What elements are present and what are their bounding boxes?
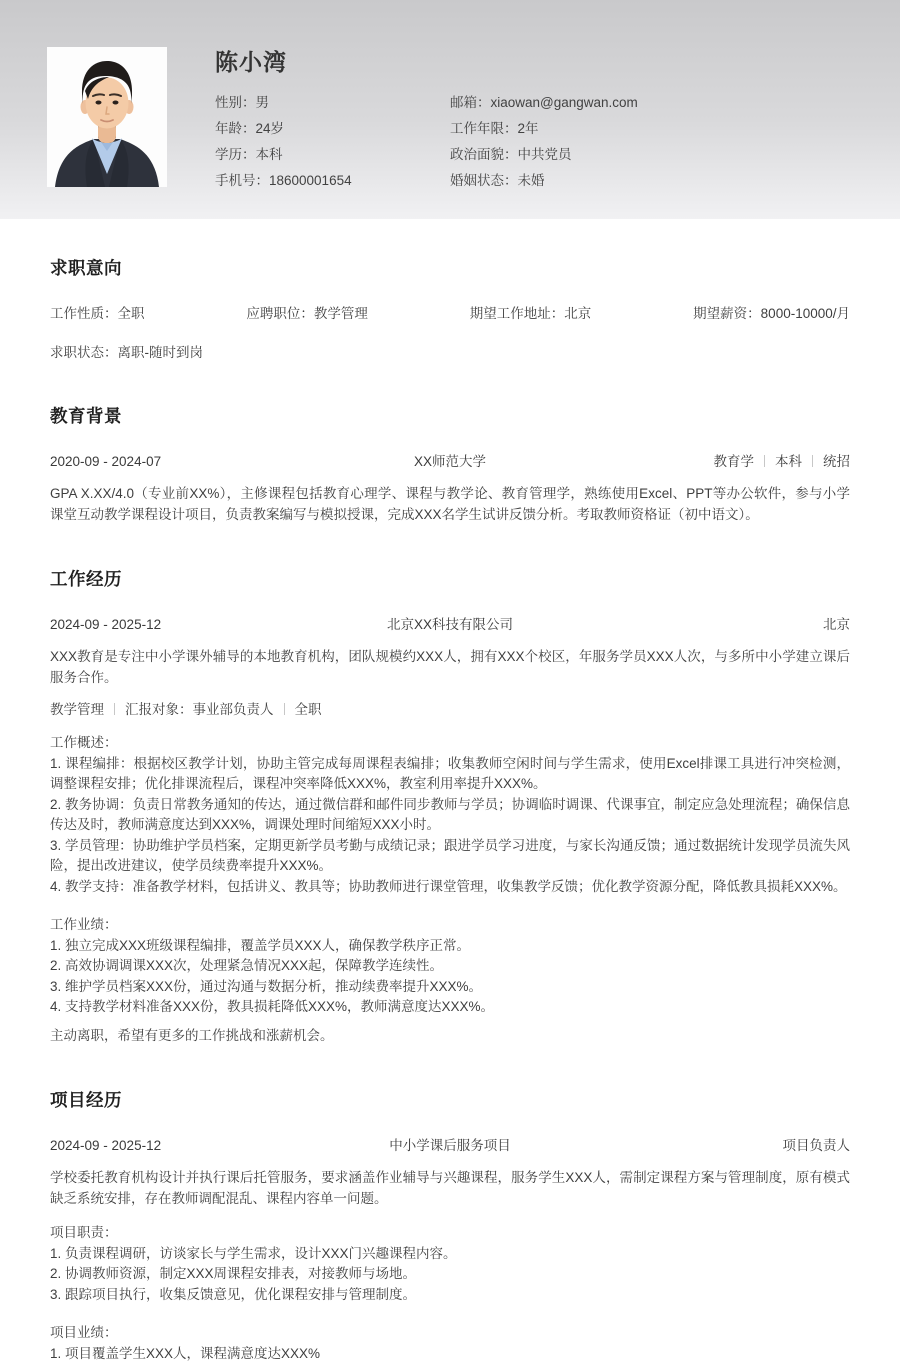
work-meta-row <box>50 616 850 634</box>
field-phone: 手机号：18600001654 <box>215 168 450 194</box>
work-leave-reason: 主动离职，希望有更多的工作挑战和涨薪机会。 <box>50 1026 850 1047</box>
project-duty-item: 2. 协调教师资源，制定XXX周课程安排表，对接教师与场地。 <box>50 1264 850 1285</box>
resume-header <box>0 0 900 219</box>
education-description: GPA X.XX/4.0（专业前XX%），主修课程包括教育心理学、课程与教学论、教育管理学，熟练使用Excel、PPT等办公软件，参与小学课堂互动教学课程设计项目，负责教案编写与模拟授课，完成XXX名学生试讲反馈分析。考取教师资格证（初中语文）。 <box>50 484 850 525</box>
project-role: 项目负责人 <box>615 1137 850 1155</box>
project-period: 2024-09 - 2025-12 <box>50 1137 285 1155</box>
section-title-education: 教育背景 <box>50 405 850 427</box>
section-title-intention: 求职意向 <box>50 257 850 279</box>
education-school: XX师范大学 <box>285 453 614 471</box>
divider <box>284 703 285 715</box>
field-marital-status: 婚姻状态：未婚 <box>450 168 850 194</box>
work-summary-item: 4. 教学支持：准备教学材料，包括讲义、教具等；协助教师进行课堂管理，收集教学反馈；优化教学资源分配，降低教具损耗XXX%。 <box>50 877 850 898</box>
work-achievement-item: 1. 独立完成XXX班级课程编排，覆盖学员XXX人，确保教学秩序正常。 <box>50 936 850 957</box>
field-education: 学历：本科 <box>215 142 450 168</box>
education-enroll-type: 统招 <box>823 454 850 469</box>
work-summary-label: 工作概述： <box>50 733 850 754</box>
work-position: 教学管理 <box>50 702 104 717</box>
personal-info <box>215 47 850 194</box>
intent-salary: 期望薪资：8000-10000/月 <box>693 305 850 323</box>
work-summary-item: 3. 学员管理：协助维护学员档案，定期更新学员考勤与成绩记录；跟进学员学习进度，与家长沟通反馈；通过数据统计发现学员流失风险，提出改进建议，使学员续费率提升XXX%。 <box>50 836 850 877</box>
education-degree: 本科 <box>775 454 802 469</box>
work-job-type: 全职 <box>295 702 322 717</box>
project-meta-row <box>50 1137 850 1155</box>
work-location: 北京 <box>615 616 850 634</box>
work-achievement-item: 3. 维护学员档案XXX份，通过沟通与数据分析，推动续费率提升XXX%。 <box>50 977 850 998</box>
project-duty-item: 1. 负责课程调研，访谈家长与学生需求，设计XXX门兴趣课程内容。 <box>50 1244 850 1265</box>
portrait-illustration <box>47 47 167 187</box>
divider <box>812 455 813 467</box>
intent-job-nature: 工作性质：全职 <box>50 305 145 323</box>
project-description: 学校委托教育机构设计并执行课后托管服务，要求涵盖作业辅导与兴趣课程，服务学生XXX人，需制定课程方案与管理制度，原有模式缺乏系统安排，存在教师调配混乱、课程内容单一问题。 <box>50 1168 850 1209</box>
work-achievement-item: 2. 高效协调调课XXX次，处理紧急情况XXX起，保障教学连续性。 <box>50 956 850 977</box>
education-major: 教育学 <box>714 454 755 469</box>
project-achievement-item: 1. 项目覆盖学生XXX人，课程满意度达XXX% <box>50 1344 850 1364</box>
field-email: 邮箱：xiaowan@gangwan.com <box>450 90 850 116</box>
profile-photo <box>47 47 167 187</box>
project-name: 中小学课后服务项目 <box>285 1137 614 1155</box>
work-position-line <box>50 701 850 719</box>
education-degree-info <box>615 453 850 471</box>
divider <box>114 703 115 715</box>
intention-fields-row <box>50 305 850 323</box>
section-title-work: 工作经历 <box>50 568 850 590</box>
candidate-name: 陈小湾 <box>215 49 850 75</box>
field-age: 年龄：24岁 <box>215 116 450 142</box>
project-duty-label: 项目职责： <box>50 1223 850 1244</box>
intent-position: 应聘职位：教学管理 <box>246 305 368 323</box>
divider <box>764 455 765 467</box>
work-company: 北京XX科技有限公司 <box>285 616 614 634</box>
work-achievement-label: 工作业绩： <box>50 915 850 936</box>
field-political-status: 政治面貌：中共党员 <box>450 142 850 168</box>
work-achievement-item: 4. 支持教学材料准备XXX份，教具损耗降低XXX%，教师满意度达XXX%。 <box>50 997 850 1018</box>
education-meta-row <box>50 453 850 471</box>
project-achievement-label: 项目业绩： <box>50 1323 850 1344</box>
project-duty-item: 3. 跟踪项目执行，收集反馈意见，优化课程安排与管理制度。 <box>50 1285 850 1306</box>
work-summary-item: 2. 教务协调：负责日常教务通知的传达，通过微信群和邮件同步教师与学员；协调临时调课、代课事宜，制定应急处理流程；确保信息传达及时，教师满意度达到XXX%，调课处理时间缩短XXX小时。 <box>50 795 850 836</box>
company-intro: XXX教育是专注中小学课外辅导的本地教育机构，团队规模约XXX人，拥有XXX个校区，年服务学员XXX人次，与多所中小学建立课后服务合作。 <box>50 647 850 688</box>
section-title-project: 项目经历 <box>50 1089 850 1111</box>
field-gender: 性别：男 <box>215 90 450 116</box>
work-summary-item: 1. 课程编排：根据校区教学计划，协助主管完成每周课程表编排；收集教师空闲时间与学生需求，使用Excel排课工具进行冲突检测，调整课程安排；优化排课流程后，课程冲突率降低XXX%，教室利用率提升XXX%。 <box>50 754 850 795</box>
education-period: 2020-09 - 2024-07 <box>50 453 285 471</box>
field-work-years: 工作年限：2年 <box>450 116 850 142</box>
intent-status: 求职状态：离职-随时到岗 <box>50 344 850 362</box>
work-report-to: 汇报对象：事业部负责人 <box>125 702 274 717</box>
work-period: 2024-09 - 2025-12 <box>50 616 285 634</box>
intent-location: 期望工作地址：北京 <box>470 305 592 323</box>
